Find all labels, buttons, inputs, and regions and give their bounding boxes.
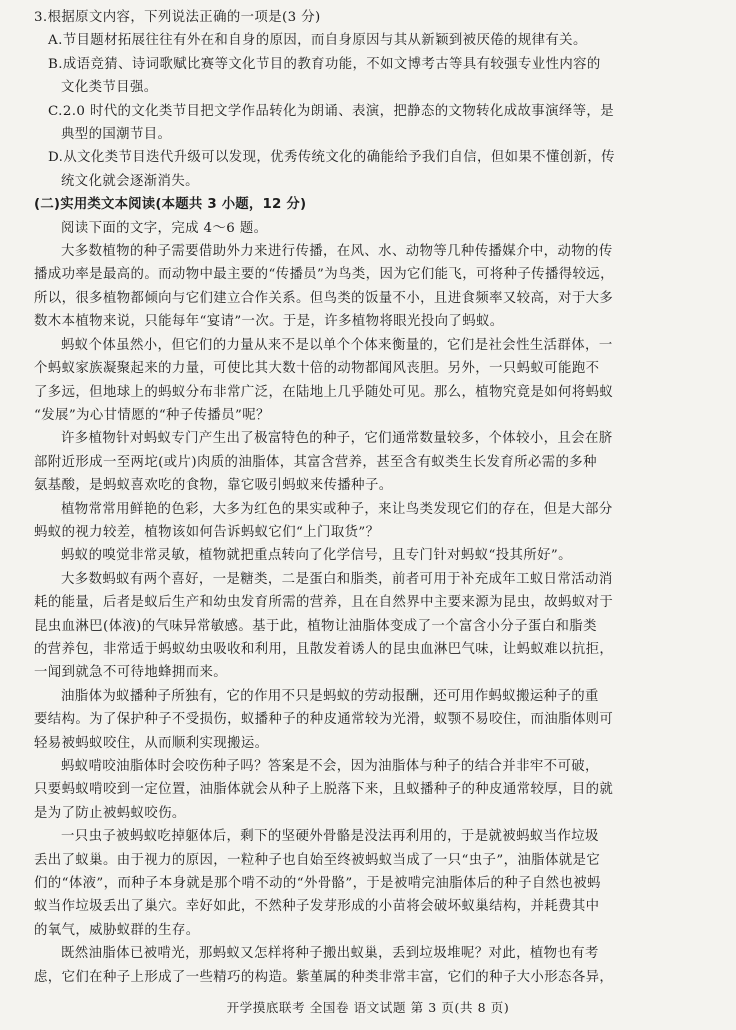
option-line: 典型的国潮节目。 [61, 127, 172, 143]
question-stem: 3.根据原文内容，下列说法正确的一项是(3 分) [34, 10, 321, 25]
option-line: D.从文化类节目迭代升级可以发现，优秀传统文化的确能给予我们自信，但如果不懂创新，传 [48, 150, 615, 166]
paragraph-line: 虑，它们在种子上形成了一些精巧的构造。紫堇属的种类非常丰富，它们的种子大小形态各异， [34, 969, 614, 985]
paragraph-line: 播成功率是最高的。而动物中最主要的“传播员”为鸟类，因为它们能飞，可将种子传播得较远， [34, 267, 614, 283]
paragraph-line: 蚂蚁啃咬油脂体时会咬伤种子吗？答案是不会，因为油脂体与种子的结合并非牢不可破， [61, 759, 599, 774]
paragraph-line: 氨基酸，是蚂蚁喜欢吃的食物，靠它吸引蚂蚁来传播种子。 [34, 478, 393, 494]
paragraph-line: 蚂蚁个体虽然小，但它们的力量从来不是以单个个体来衡量的，它们是社会性生活群体，一 [61, 337, 613, 353]
page-footer: 开学摸底联考 全国卷 语文试题 第 3 页(共 8 页) [226, 1000, 510, 1015]
paragraph-line: 大多数植物的种子需要借助外力来进行传播，在风、水、动物等几种传播媒介中，动物的传 [61, 244, 613, 260]
paragraph-line: 轻易被蚂蚁咬住，从而顺利实现搬运。 [34, 735, 269, 751]
paragraph-line: 了多远，但地球上的蚂蚁分布非常广泛，在陆地上几乎随处可见。那么，植物究竟是如何将蚂蚁 [34, 384, 614, 400]
option-line: B.成语竞猜、诗词歌赋比赛等文化节目的教育功能，不如文博考古等具有较强专业性内容的 [48, 56, 601, 72]
paragraph-line: 个蚂蚁家族凝聚起来的力量，可使比其大数十倍的动物都闻风丧胆。另外，一只蚂蚁可能跑不 [34, 361, 600, 377]
paragraph-line: 一只虫子被蚂蚁吃掉躯体后，剩下的坚硬外骨骼是没法再利用的，于是就被蚂蚁当作垃圾 [61, 829, 599, 845]
paragraph-line: 们的“体液”，而种子本身就是那个啃不动的“外骨骼”，于是被啃完油脂体后的种子自然也被蚂 [34, 876, 601, 892]
option-line: C.2.0 时代的文化类节目把文学作品转化为朗诵、表演，把静态的文物转化成故事演绎等，是 [48, 103, 615, 119]
section-heading: (二)实用类文本阅读(本题共 3 小题，12 分) [34, 197, 307, 213]
paragraph-line: 只要蚂蚁啃咬到一定位置，油脂体就会从种子上脱落下来，且蚁播种子的种皮通常较厚，目的就 [34, 782, 614, 798]
reading-instruction: 阅读下面的文字，完成 4～6 题。 [61, 220, 268, 236]
paragraph-line: 蚂蚁的嗅觉非常灵敏，植物就把重点转向了化学信号，且专门针对蚂蚁“投其所好”。 [61, 548, 572, 564]
question-3 [34, 6, 704, 193]
paragraph-line: 蚂蚁的视力较差，植物该如何告诉蚂蚁它们“上门取货”？ [34, 524, 380, 540]
paragraph-line: 要结构。为了保护种子不受损伤，蚁播种子的种皮通常较为光滑，蚁颚不易咬住，而油脂体则可 [34, 712, 614, 728]
paragraph-line: 部附近形成一至两坨(或片)肉质的油脂体，其富含营养，甚至含有蚁类生长发育所必需的多种 [34, 454, 597, 470]
section-practical-reading [34, 193, 704, 989]
paragraph-line: 的氧气，威胁蚁群的生存。 [34, 922, 200, 938]
paragraph-line: 的营养包，非常适于蚂蚁幼虫吸收和利用，且散发着诱人的昆虫血淋巴气味，让蚂蚁难以抗拒， [34, 641, 614, 657]
paragraph-line: 大多数蚂蚁有两个喜好，一是糖类，二是蛋白和脂类，前者可用于补充成年工蚁日常活动消 [61, 571, 613, 587]
option-line: 文化类节目强。 [61, 80, 158, 96]
paragraph-line: 丢出了蚁巢。由于视力的原因，一粒种子也自始至终被蚂蚁当成了一只“虫子”，油脂体就是它 [34, 852, 601, 868]
paragraph-line: 昆虫血淋巴(体液)的气味异常敏感。基于此，植物让油脂体变成了一个富含小分子蛋白和脂类 [34, 618, 597, 634]
paragraph-line: 油脂体为蚁播种子所独有，它的作用不只是蚂蚁的劳动报酬，还可用作蚂蚁搬运种子的重 [61, 688, 599, 704]
paragraph-line: “发展”为心甘情愿的“种子传播员”呢？ [34, 407, 270, 423]
paragraph-line: 许多植物针对蚂蚁专门产生出了极富特色的种子，它们通常数量较多，个体较小，且会在脐 [61, 431, 613, 447]
paragraph-line: 耗的能量，后者是蚁后生产和幼虫发育所需的营养，且在自然界中主要来源为昆虫，故蚂蚁对于 [34, 595, 614, 611]
paragraph-line: 蚁当作垃圾丢出了巢穴。幸好如此，不然种子发芽形成的小苗将会破坏蚁巢结构，并耗费其中 [34, 899, 600, 915]
option-line: 统文化就会逐渐消失。 [61, 173, 199, 189]
option-line: A.节目题材拓展往往有外在和自身的原因，而自身原因与其从新颖到被厌倦的规律有关。 [48, 33, 587, 49]
paragraph-line: 既然油脂体已被啃光，那蚂蚁又怎样将种子搬出蚁巢，丢到垃圾堆呢？对此，植物也有考 [61, 946, 599, 962]
paragraph-line: 是为了防止被蚂蚁咬伤。 [34, 805, 186, 821]
paragraph-line: 植物常常用鲜艳的色彩，大多为红色的果实或种子，来让鸟类发现它们的存在，但是大部分 [61, 501, 613, 517]
paragraph-line: 数木本植物来说，只能每年“宴请”一次。于是，许多植物将眼光投向了蚂蚁。 [34, 314, 504, 330]
paragraph-line: 一闻到就急不可待地蜂拥而来。 [34, 665, 228, 681]
paragraph-line: 所以，很多植物都倾向与它们建立合作关系。但鸟类的饭量不小，且进食频率又较高，对于大多 [34, 290, 614, 306]
